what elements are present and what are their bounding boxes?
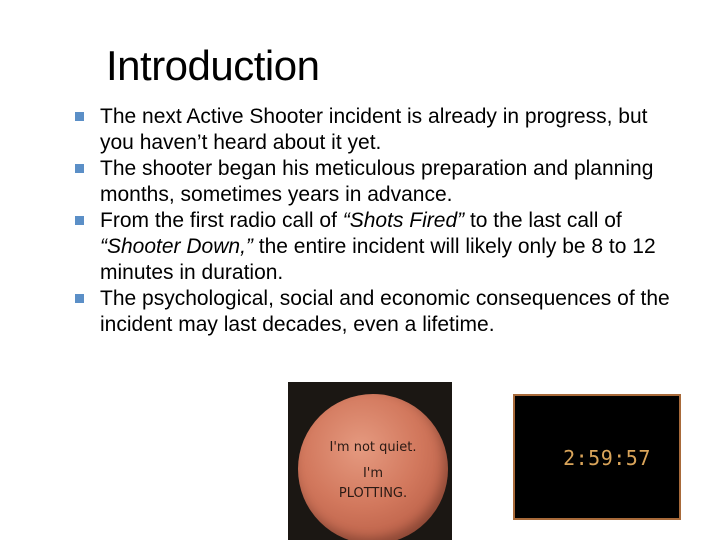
square-bullet-icon [75, 164, 84, 173]
square-bullet-icon [75, 112, 84, 121]
bullet-text: The next Active Shooter incident is already in progress, but you haven’t heard about it yet. [100, 105, 648, 154]
bullet-list [72, 104, 682, 338]
slide-title: Introduction [106, 42, 320, 89]
pin-button [298, 394, 448, 540]
bullet-text: to the last call of [464, 209, 622, 232]
bullet-item [72, 104, 682, 156]
button-text-line-1: I'm not quiet. [329, 440, 417, 455]
button-photo [288, 382, 452, 540]
bullet-text: The psychological, social and economic consequences of the incident may last decades, even a lifetime. [100, 287, 670, 336]
square-bullet-icon [75, 216, 84, 225]
bullet-text: From the first radio call of [100, 209, 343, 232]
bullet-quote: “Shots Fired” [342, 209, 465, 232]
bullet-text: The shooter began his meticulous preparation and planning months, sometimes years in advance. [100, 157, 654, 206]
countdown-clock-photo [513, 394, 681, 520]
countdown-time: 2:59:57 [563, 446, 651, 470]
bullet-quote: “Shooter Down,” [100, 235, 253, 258]
bullet-item [72, 208, 682, 286]
button-text-line-2: I'm [362, 466, 384, 481]
bullet-item [72, 286, 682, 338]
bullet-item [72, 156, 682, 208]
square-bullet-icon [75, 294, 84, 303]
button-text-line-3: PLOTTING. [338, 486, 408, 501]
bullet-text: the entire incident will likely only be 8 to 12 minutes in duration. [100, 235, 656, 284]
